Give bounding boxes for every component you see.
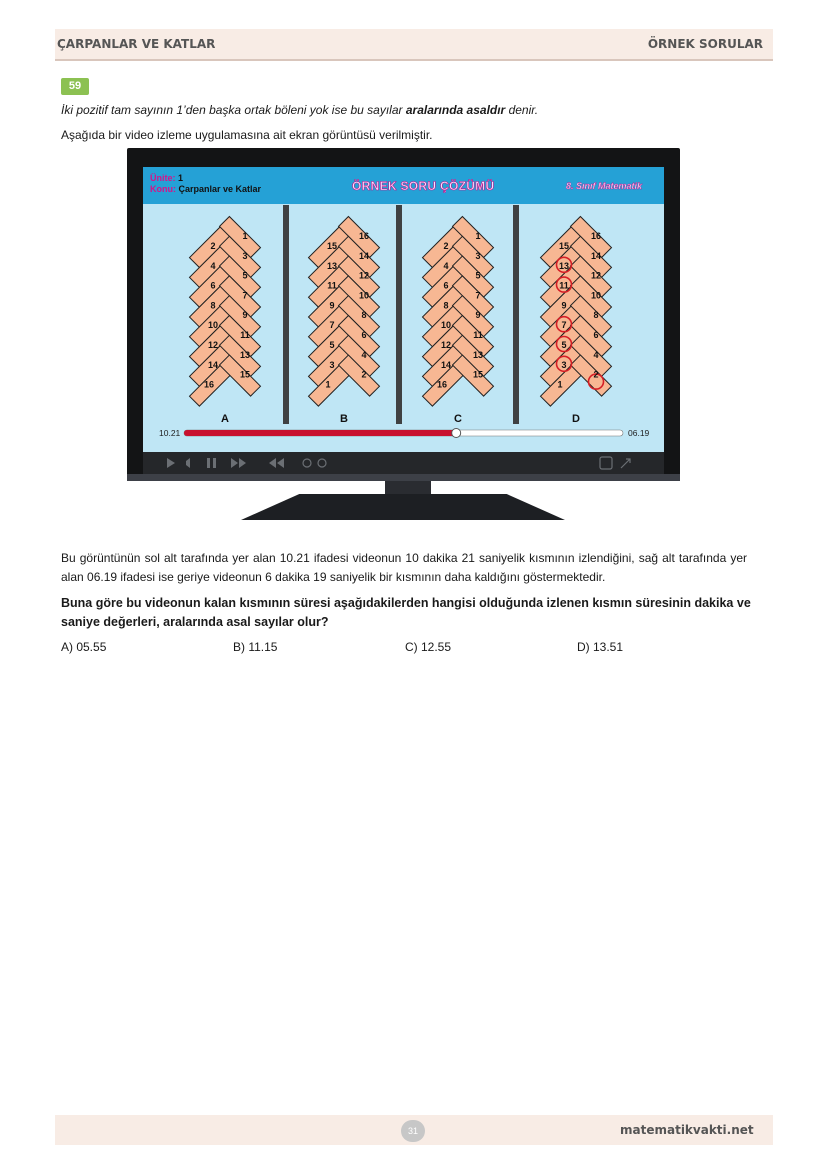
question-number-badge: 59 (61, 78, 89, 95)
header-section: ÖRNEK SORULAR (647, 37, 763, 51)
tile-number: 6 (361, 330, 367, 340)
pause-icon[interactable] (207, 458, 210, 468)
tile-number: 13 (239, 349, 251, 360)
tile-number: 10 (440, 320, 452, 331)
tile-number: 13 (326, 260, 338, 271)
tile-number: 15 (239, 369, 251, 380)
pattern-label: D (572, 413, 580, 425)
option-c[interactable]: C) 12.55 (405, 640, 452, 654)
tile-number: 4 (361, 349, 367, 360)
tile-number: 14 (358, 250, 370, 261)
tile-number: 2 (210, 241, 216, 251)
tile-number: 12 (207, 340, 219, 350)
tile-number: 3 (329, 359, 335, 370)
tile-number: 12 (590, 270, 602, 281)
tile-number: 16 (358, 231, 370, 241)
definition-text: İki pozitif tam sayının 1’den başka ortak böleni yok ise bu sayılar aralarında asaldır denir. (61, 103, 539, 117)
tile-number: 7 (475, 290, 481, 301)
tile-number: 2 (593, 369, 599, 380)
tile-number: 5 (242, 270, 248, 281)
explanation-paragraph: Bu görüntünün sol alt tarafında yer alan 10.21 ifadesi videonun 10 dakika 21 saniyelik kısmının izlendiğini, sağ alt tarafında yer alan 06.19 ifadesi ise geriye videonun 6 dakika 19 saniyelik bir kısmının daha kaldığını göstermektedir. (61, 551, 747, 584)
tile-number: 2 (443, 241, 449, 251)
pause-icon[interactable] (213, 458, 216, 468)
tile-number: 6 (593, 330, 599, 340)
tile-number: 12 (440, 340, 452, 350)
tile-number: 8 (443, 300, 449, 311)
tile-number: 15 (472, 369, 484, 380)
pattern-separator (513, 205, 519, 424)
tile-number: 3 (475, 250, 481, 261)
tile-number: 13 (472, 349, 484, 360)
pattern-label: B (340, 413, 348, 425)
pattern-separator (396, 205, 402, 424)
replay-icon[interactable] (303, 459, 311, 467)
pattern-label: A (221, 413, 229, 425)
tile-number: 6 (210, 280, 216, 291)
tile-number: 4 (210, 260, 216, 271)
tile-number: 11 (327, 280, 337, 291)
tile-number: 5 (475, 270, 481, 281)
grade-label: 8. Sınıf Matematik (566, 181, 643, 191)
tile-number: 11 (240, 330, 250, 340)
tile-number: 9 (561, 300, 567, 311)
tile-number: 1 (242, 231, 248, 241)
rewind-icon[interactable] (269, 458, 284, 468)
video-title: ÖRNEK SORU ÇÖZÜMÜ (352, 179, 495, 193)
screen-icon[interactable] (600, 457, 612, 469)
tile-number: 16 (203, 379, 215, 390)
tile-number: 1 (557, 379, 563, 390)
tile-number: 13 (558, 260, 570, 271)
refresh-icon[interactable] (318, 459, 326, 467)
tile-number: 10 (590, 290, 602, 301)
option-a[interactable]: A) 05.55 (61, 640, 107, 654)
tile-number: 5 (329, 340, 335, 350)
footer-site: matematikvakti.net (620, 1123, 754, 1137)
tile-number: 5 (561, 340, 567, 350)
tile-number: 7 (242, 290, 248, 301)
tile-number: 7 (561, 320, 567, 331)
tile-number: 14 (207, 359, 219, 370)
option-b[interactable]: B) 11.15 (233, 640, 278, 654)
tile-number: 11 (559, 280, 569, 291)
intro-text: Aşağıda bir video izleme uygulamasına ait ekran görüntüsü verilmiştir. (61, 128, 433, 142)
unit-info: Ünite: 1 Konu: Çarpanlar ve Katlar (150, 173, 262, 194)
tile-number: 14 (440, 359, 452, 370)
tile-number: 1 (325, 379, 331, 390)
tile-number: 16 (436, 379, 448, 390)
header-topic: ÇARPANLAR VE KATLAR (57, 37, 216, 51)
tile-number: 8 (361, 310, 367, 321)
progress-knob[interactable] (452, 429, 461, 438)
tile-number: 8 (593, 310, 599, 321)
pattern-separator (283, 205, 289, 424)
tile-number: 9 (475, 310, 481, 321)
tile-number: 10 (358, 290, 370, 301)
tile-number: 14 (590, 250, 602, 261)
tile-number: 15 (326, 241, 338, 251)
tile-number: 8 (210, 300, 216, 311)
progress-fill (184, 430, 456, 436)
tile-number: 6 (443, 280, 449, 291)
play-icon[interactable] (167, 458, 175, 468)
tile-number: 10 (207, 320, 219, 331)
page-number: 31 (401, 1120, 425, 1142)
tile-number: 9 (329, 300, 335, 311)
remaining-time: 06.19 (628, 428, 650, 438)
volume-icon[interactable] (186, 458, 190, 468)
tile-number: 4 (593, 349, 599, 360)
tile-number: 4 (443, 260, 449, 271)
tile-number: 9 (242, 310, 248, 321)
tile-number: 12 (358, 270, 370, 281)
tile-number: 2 (361, 369, 367, 380)
tile-number: 7 (329, 320, 335, 331)
option-d[interactable]: D) 13.51 (577, 640, 624, 654)
fast-forward-icon[interactable] (231, 458, 246, 468)
tile-number: 3 (242, 250, 248, 261)
tile-number: 1 (475, 231, 481, 241)
tile-number: 15 (558, 241, 570, 251)
question-text: Buna göre bu videonun kalan kısmının süresi aşağıdakilerden hangisi olduğunda izlenen kısmın süresinin dakika ve saniye değerleri, aralarında asal sayılar olur? (61, 596, 751, 629)
tile-number: 3 (561, 359, 567, 370)
elapsed-time: 10.21 (159, 428, 181, 438)
tile-number: 16 (590, 231, 602, 241)
pattern-label: C (454, 413, 462, 425)
fullscreen-icon[interactable] (621, 459, 630, 468)
tile-number: 11 (473, 330, 483, 340)
